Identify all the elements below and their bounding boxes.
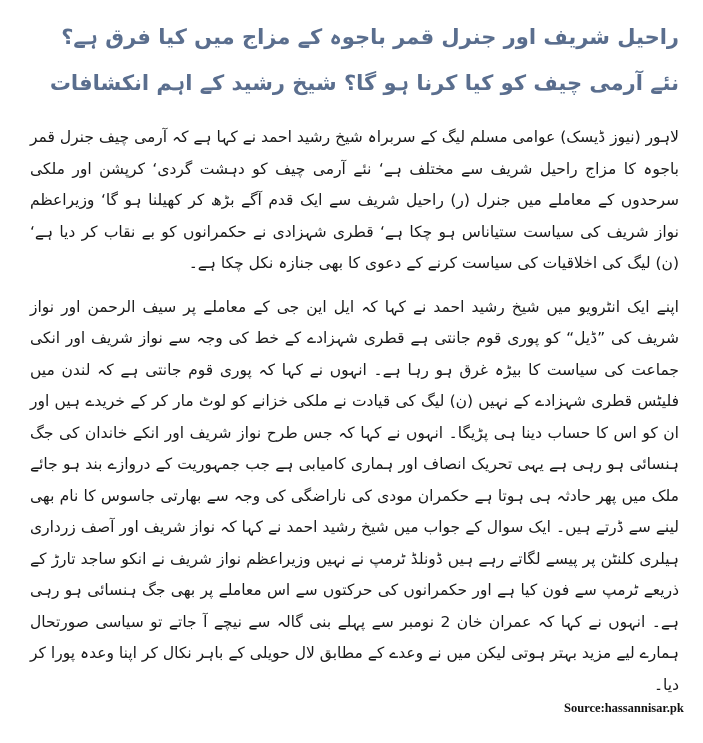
article-paragraph-2: اپنے ایک انٹرویو میں شیخ رشید احمد نے کہا کہ ایل این جی کے معاملے پر سیف الرحمن اور نواز شریف کی ”ڈیل“ کو پوری قوم جانتی ہے قطری شہزادے کے خط کی وجہ سے نواز شریف اور انکی جماعت کی سیاست کا بیڑہ غرق ہو رہا ہے۔ انہوں نے کہا کہ پوری قوم جانتی ہے کہ لندن میں فلیٹس قطری شہزادے کے نہیں (ن) لیگ کی قیادت نے ملکی خزانے کو لوٹ مار کر کے خریدے ہیں اور ان کو اس کا حساب دینا ہی پڑیگا۔ انہوں نے کہا کہ جس طرح نواز شریف اور انکے خاندان کی جگ ہنسائی ہو رہی ہے یہی تحریک انصاف اور ہماری کامیابی ہے جب جمہوریت کے دروازے بند ہو جائے ملک میں پھر حادثہ ہی ہوتا ہے حکمران مودی کی ناراضگی کی وجہ سے بھارتی جاسوس کا نام بھی لینے سے ڈرتے ہیں۔ ایک سوال کے جواب میں شیخ رشید احمد نے کہا کہ نواز شریف اور آصف زرداری ہیلری کلنٹن پر پیسے لگاتے رہے ہیں ڈونلڈ ٹرمپ نے نہیں وزیراعظم نواز شریف نے انکو ساجد تارڑ کے ذریعے ٹرمپ سے فون کیا ہے اور حکمرانوں کی حرکتوں سے اس معاملے پر بھی جگ ہنسائی ہو رہی ہے۔ انہوں نے کہا کہ عمران خان 2 نومبر سے پہلے بنی گالہ سے نیچے آ جاتے تو سیاسی صورتحال ہمارے لیے مزید بہتر ہوتی لیکن میں نے وعدے کے مطابق لال حویلی کے باہر نکال کر اپنا وعدہ پورا کر دیا۔ bbox=[30, 297, 679, 694]
source-credit: Source:hassannisar.pk bbox=[564, 701, 684, 715]
article-paragraph-1: لاہور (نیوز ڈیسک) عوامی مسلم لیگ کے سربراہ شیخ رشید احمد نے کہا ہے کہ آرمی چیف جنرل قمر باجوہ کا مزاج راحیل شریف سے مختلف ہے‘ نئے آرمی چیف کو دہشت گردی‘ کرپشن اور ملکی سرحدوں کے معاملے میں جنرل (ر) راحیل شریف سے ایک قدم آگے بڑھ کر کھیلنا ہو گا‘ وزیراعظم نواز شریف کی سیاست ستیاناس ہو چکا ہے‘ قطری شہزادی نے حکمرانوں کو بے نقاب کر دیا ہے‘ (ن) لیگ کی اخلاقیات کی سیاست کرنے کے دعوی کا بھی جنازہ نکل چکا ہے۔ bbox=[30, 128, 679, 272]
article-headline: راحیل شریف اور جنرل قمر باجوہ کے مزاج میں کیا فرق ہے؟ نئے آرمی چیف کو کیا کرنا ہو گا؟ شیخ رشید کے اہم انکشافات bbox=[49, 25, 679, 95]
